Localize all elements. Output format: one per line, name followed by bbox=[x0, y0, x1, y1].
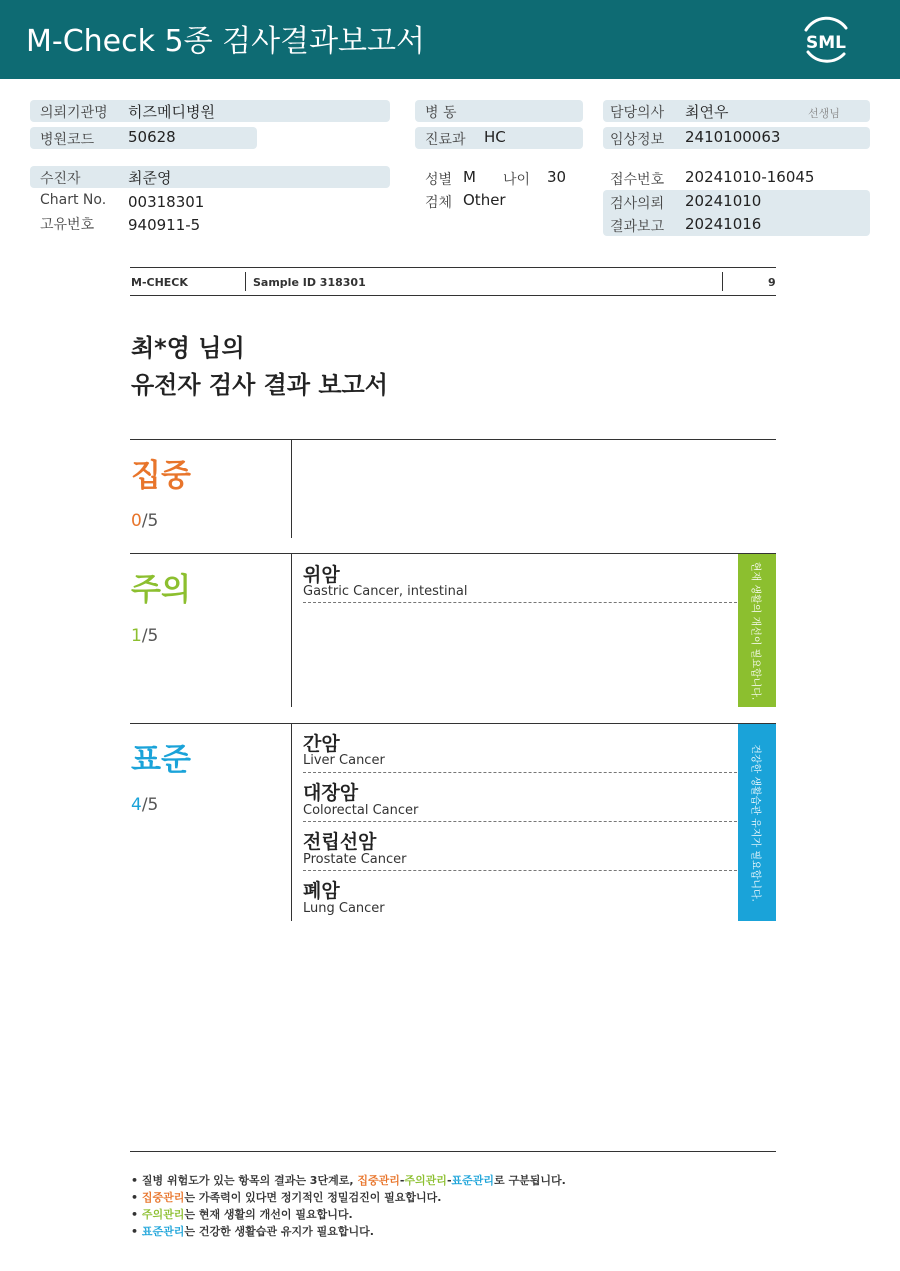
footnote-3-text: 는 현재 생활의 개선이 필요합니다. bbox=[184, 1208, 353, 1221]
patient-label: 수진자 bbox=[40, 171, 81, 187]
focus-count bbox=[131, 511, 158, 531]
item-divider bbox=[303, 772, 737, 773]
footnote-3-key: 주의관리 bbox=[141, 1208, 185, 1221]
footnote-1-end: 로 구분됩니다. bbox=[494, 1174, 566, 1187]
patient-pill bbox=[30, 166, 390, 188]
chart-no-value: 00318301 bbox=[128, 193, 205, 211]
standard-count-total: /5 bbox=[141, 795, 159, 815]
caution-side-text: 현재 생활의 개선이 필요합니다. bbox=[749, 561, 761, 700]
footnote-4-key: 표준관리 bbox=[141, 1225, 185, 1238]
item-divider bbox=[303, 821, 737, 822]
report-title-line1: 최*영 님의 bbox=[131, 334, 245, 362]
sex-label: 성별 bbox=[425, 172, 453, 188]
cancer-item-name-en: Gastric Cancer, intestinal bbox=[303, 584, 468, 599]
report-header-title: M-Check 5종 검사결과보고서 bbox=[26, 24, 425, 59]
standard-section-rule bbox=[130, 723, 776, 724]
focus-section-rule bbox=[130, 439, 776, 440]
report-date-value: 20241016 bbox=[685, 215, 762, 233]
doctor-value: 최연우 bbox=[685, 103, 729, 121]
cancer-item-name-ko: 대장암 bbox=[303, 782, 359, 804]
receipt-label: 접수번호 bbox=[610, 172, 665, 188]
bullet: • bbox=[131, 1225, 142, 1238]
caution-section-rule bbox=[130, 553, 776, 554]
focus-count-number: 0 bbox=[131, 511, 142, 531]
receipt-value: 20241010-16045 bbox=[685, 168, 815, 186]
cancer-item-name-ko: 위암 bbox=[303, 564, 340, 586]
footnote-4-text: 는 건강한 생활습관 유지가 필요합니다. bbox=[184, 1225, 374, 1238]
subheader-top-rule bbox=[130, 267, 776, 268]
footnote-2-key: 집중관리 bbox=[141, 1191, 185, 1204]
report-header bbox=[0, 0, 900, 79]
standard-section-divider bbox=[291, 724, 292, 921]
bullet: • bbox=[131, 1191, 142, 1204]
footnote-1-standard: 표준관리 bbox=[451, 1174, 495, 1187]
footnote-4 bbox=[131, 1223, 374, 1239]
doctor-suffix: 선생님 bbox=[808, 107, 840, 120]
cancer-item-name-en: Liver Cancer bbox=[303, 753, 385, 768]
institution-value: 히즈메디병원 bbox=[128, 103, 215, 121]
caution-section-divider bbox=[291, 554, 292, 707]
patient-value: 최준영 bbox=[128, 169, 172, 187]
request-label: 검사의뢰 bbox=[610, 196, 665, 212]
subheader-divider-1 bbox=[245, 272, 246, 291]
age-label: 나이 bbox=[503, 172, 531, 188]
subheader-divider-2 bbox=[722, 272, 723, 291]
footnote-1 bbox=[131, 1172, 566, 1188]
clinical-value: 2410100063 bbox=[685, 128, 781, 146]
item-divider bbox=[303, 870, 737, 871]
hospital-code-value: 50628 bbox=[128, 128, 176, 146]
specimen-label: 검체 bbox=[425, 195, 453, 211]
department-value: HC bbox=[484, 128, 506, 146]
doctor-label: 담당의사 bbox=[610, 105, 665, 121]
hospital-code-label: 병원코드 bbox=[40, 132, 95, 148]
report-title bbox=[131, 330, 388, 404]
sml-logo bbox=[796, 12, 856, 68]
footnote-3 bbox=[131, 1206, 353, 1222]
cancer-item-name-ko: 전립선암 bbox=[303, 831, 377, 853]
footnote-1-focus: 집중관리 bbox=[357, 1174, 400, 1187]
sml-logo-text: SML bbox=[806, 33, 846, 53]
standard-side-text: 건강한 생활습관 유지가 필요합니다. bbox=[749, 743, 761, 902]
cancer-item-name-ko: 간암 bbox=[303, 733, 340, 755]
sample-id: Sample ID 318301 bbox=[253, 276, 366, 289]
cancer-item-name-en: Lung Cancer bbox=[303, 901, 385, 916]
footnote-1-caution: 주의관리 bbox=[404, 1174, 447, 1187]
cancer-item-name-ko: 폐암 bbox=[303, 880, 340, 902]
focus-title: 집중 bbox=[131, 458, 191, 494]
footnote-1-intro: 질병 위험도가 있는 항목의 결과는 3단계로, bbox=[141, 1174, 358, 1187]
footer-rule bbox=[130, 1151, 776, 1152]
page-number: 9 bbox=[768, 276, 776, 289]
footnote-1-dash1: - bbox=[399, 1174, 405, 1187]
age-value: 30 bbox=[547, 168, 567, 186]
bullet: • bbox=[131, 1208, 142, 1221]
cancer-item-name-en: Colorectal Cancer bbox=[303, 803, 419, 818]
standard-count-number: 4 bbox=[131, 795, 142, 815]
caution-side-bar bbox=[738, 554, 776, 707]
item-divider bbox=[303, 602, 737, 603]
cancer-item-name-en: Prostate Cancer bbox=[303, 852, 407, 867]
sex-value: M bbox=[463, 168, 476, 186]
request-value: 20241010 bbox=[685, 192, 762, 210]
caution-count-number: 1 bbox=[131, 626, 142, 646]
unique-number-value: 940911-5 bbox=[128, 216, 201, 234]
report-title-line2: 유전자 검사 결과 보고서 bbox=[131, 371, 388, 399]
subheader-bottom-rule bbox=[130, 295, 776, 296]
unique-number-label: 고유번호 bbox=[40, 217, 95, 233]
clinical-label: 임상정보 bbox=[610, 132, 665, 148]
focus-count-total: /5 bbox=[141, 511, 159, 531]
caution-count-total: /5 bbox=[141, 626, 159, 646]
department-label: 진료과 bbox=[425, 132, 466, 148]
footnote-1-dash2: - bbox=[446, 1174, 452, 1187]
standard-count bbox=[131, 795, 158, 815]
specimen-value: Other bbox=[463, 191, 506, 209]
report-date-label: 결과보고 bbox=[610, 219, 665, 235]
footnote-2-text: 는 가족력이 있다면 정기적인 정밀검진이 필요합니다. bbox=[184, 1191, 442, 1204]
footnote-2 bbox=[131, 1189, 442, 1205]
caution-title: 주의 bbox=[131, 572, 191, 608]
focus-section-divider bbox=[291, 440, 292, 538]
bullet: • bbox=[131, 1174, 142, 1187]
ward-label: 병 동 bbox=[425, 105, 457, 121]
brand-label: M-CHECK bbox=[131, 276, 188, 289]
caution-count bbox=[131, 626, 158, 646]
standard-title: 표준 bbox=[131, 742, 191, 778]
chart-no-label: Chart No. bbox=[40, 192, 107, 208]
standard-side-bar bbox=[738, 724, 776, 921]
institution-label: 의뢰기관명 bbox=[40, 105, 108, 121]
